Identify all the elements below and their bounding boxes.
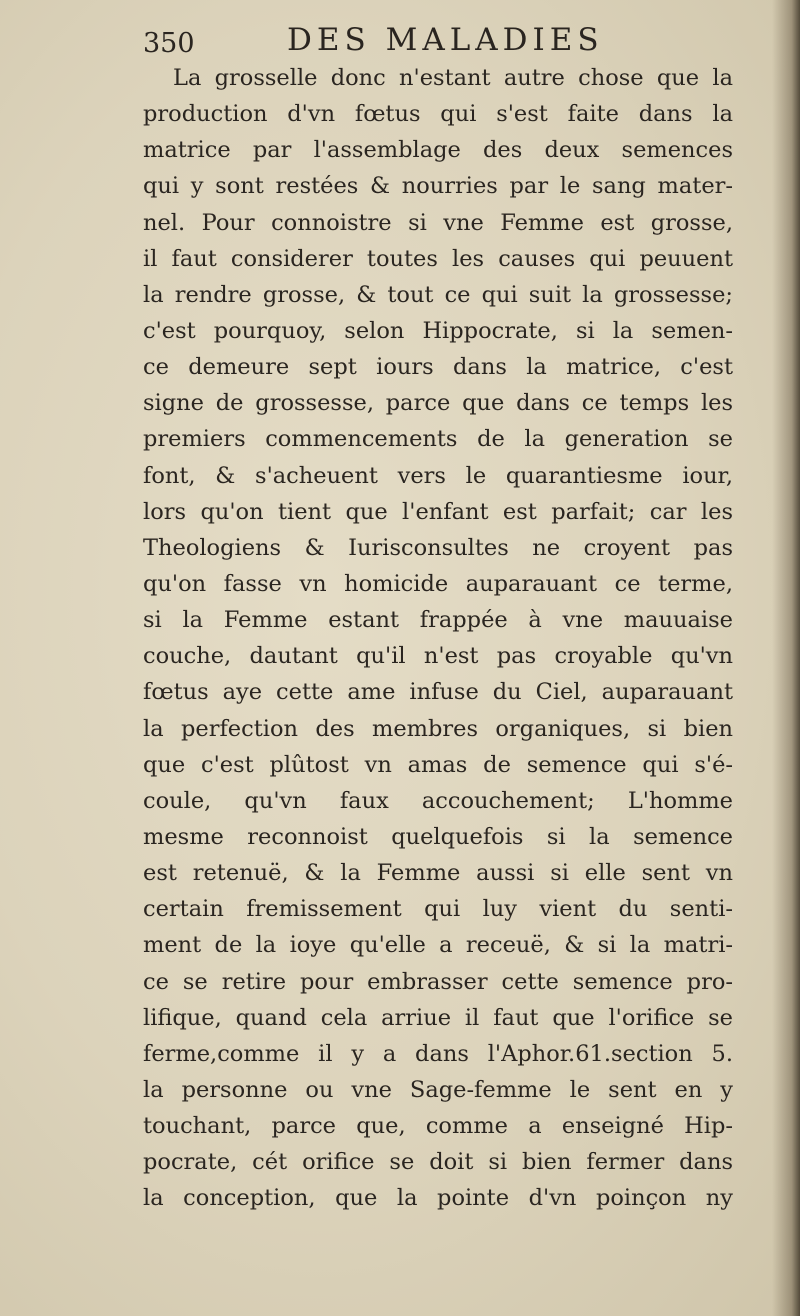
text-line: ce se retire pour embrasser cette semence pro- — [143, 968, 733, 995]
text-line: coule, qu'vn faux accouchement; L'homme — [143, 787, 733, 814]
text-line: ce demeure sept iours dans la matrice, c'est — [143, 354, 733, 381]
text-line: ferme,comme il y a dans l'Aphor.61.section 5. — [143, 1040, 733, 1067]
text-line: premiers commencements de la generation se — [143, 426, 733, 453]
text-line: il faut considerer toutes les causes qui peuuent — [143, 245, 733, 272]
text-line: ment de la ioye qu'elle a receuë, & si la matri- — [143, 932, 733, 959]
text-line: couche, dautant qu'il n'est pas croyable qu'vn — [143, 643, 733, 670]
text-line: certain fremissement qui luy vient du senti- — [143, 896, 733, 923]
text-line: matrice par l'assemblage des deux semences — [143, 137, 733, 164]
text-line: lors qu'on tient que l'enfant est parfait; car les — [143, 498, 733, 525]
page-number: 350 — [143, 28, 195, 59]
gutter-shadow — [772, 0, 800, 1316]
text-line: que c'est plûtost vn amas de semence qui s'é- — [143, 751, 733, 778]
text-line: la rendre grosse, & tout ce qui suit la grossesse; — [143, 281, 733, 308]
text-line: est retenuë, & la Femme aussi si elle sent vn — [143, 860, 733, 887]
text-line: la personne ou vne Sage-femme le sent en y — [143, 1076, 733, 1103]
text-line: qui y sont restées & nourries par le sang mater- — [143, 173, 733, 200]
text-line: touchant, parce que, comme a enseigné Hip- — [143, 1113, 733, 1140]
text-line: qu'on fasse vn homicide auparauant ce terme, — [143, 570, 733, 597]
text-line: Theologiens & Iurisconsultes ne croyent pas — [143, 534, 733, 561]
text-line: la perfection des membres organiques, si bien — [143, 715, 733, 742]
text-line: fœtus aye cette ame infuse du Ciel, auparauant — [143, 679, 733, 706]
text-line: la conception, que la pointe d'vn poinçon ny — [143, 1185, 733, 1212]
text-line: nel. Pour connoistre si vne Femme est grosse, — [143, 209, 733, 236]
running-title: DES MALADIES — [287, 22, 604, 58]
text-line: mesme reconnoist quelquefois si la semence — [143, 823, 733, 850]
body-text — [143, 60, 733, 1217]
text-line: lifique, quand cela arriue il faut que l'orifice se — [143, 1004, 733, 1031]
text-line: production d'vn fœtus qui s'est faite dans la — [143, 101, 733, 128]
text-line: si la Femme estant frappée à vne mauuaise — [143, 607, 733, 634]
text-line: signe de grossesse, parce que dans ce temps les — [143, 390, 733, 417]
text-line: c'est pourquoy, selon Hippocrate, si la semen- — [143, 317, 733, 344]
text-line: font, & s'acheuent vers le quarantiesme iour, — [143, 462, 733, 489]
text-line: La grosselle donc n'estant autre chose que la — [173, 65, 733, 91]
text-line: pocrate, cét orifice se doit si bien fermer dans — [143, 1149, 733, 1176]
